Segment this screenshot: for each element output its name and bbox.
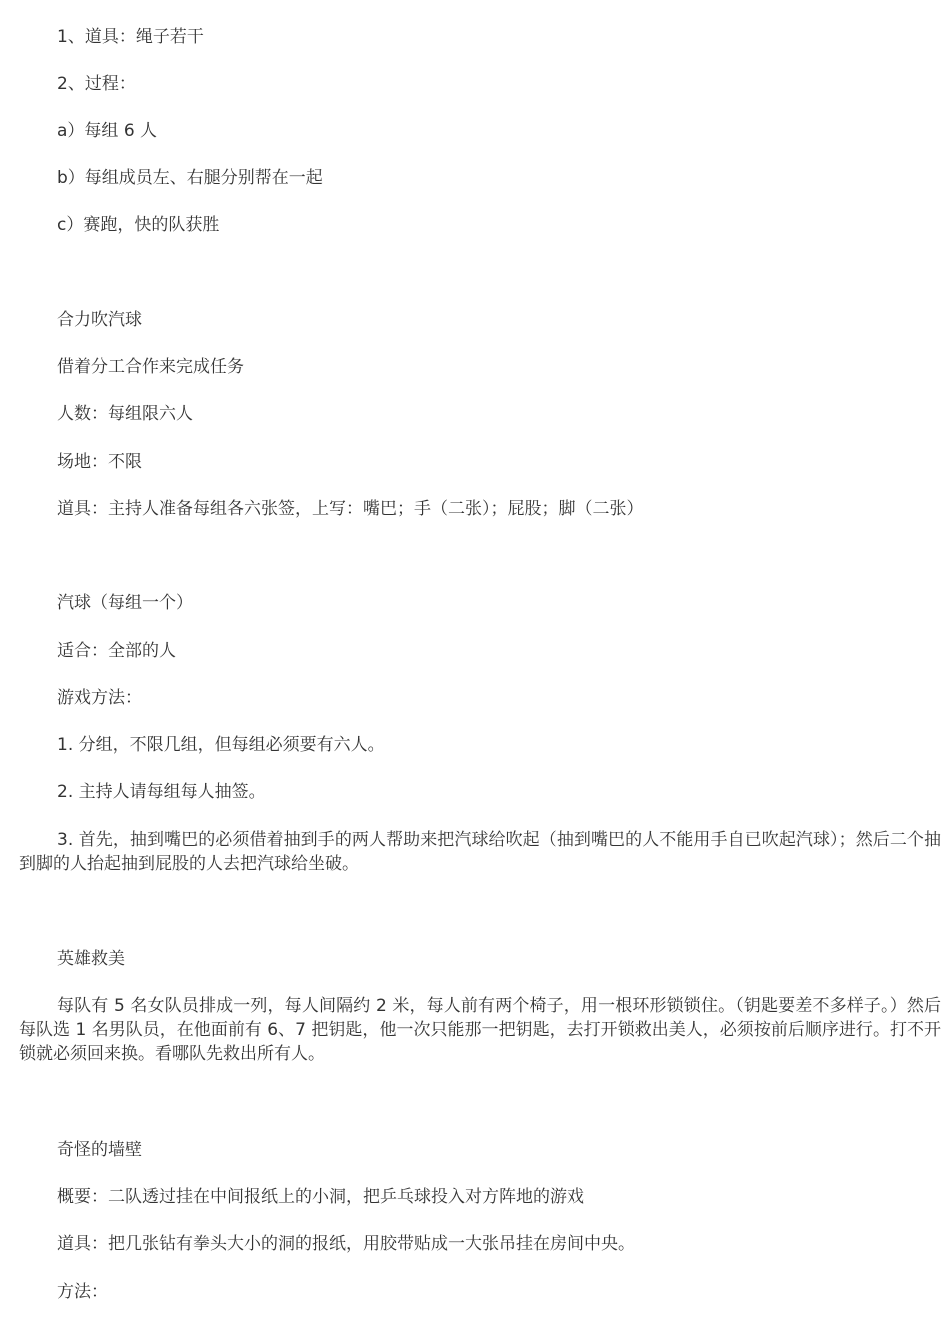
balloon-game-title: 合力吹汽球 — [57, 310, 142, 330]
balloon-game-balloons: 汽球（每组一个） — [57, 593, 193, 613]
hero-rescue-title: 英雄救美 — [57, 949, 125, 969]
balloon-game-step-1: 1. 分组，不限几组，但每组必须要有六人。 — [57, 735, 385, 755]
process-step-a: a）每组 6 人 — [57, 121, 158, 141]
balloon-game-props: 道具：主持人准备每组各六张签，上写：嘴巴；手（二张）；屁股；脚（二张） — [57, 499, 644, 519]
balloon-game-purpose: 借着分工合作来完成任务 — [57, 357, 244, 377]
balloon-game-players: 人数：每组限六人 — [57, 404, 193, 424]
three-legged-race-process-heading: 2、过程： — [57, 74, 136, 94]
strange-wall-overview: 概要：二队透过挂在中间报纸上的小洞，把乒乓球投入对方阵地的游戏 — [57, 1187, 584, 1207]
three-legged-race-props: 1、道具：绳子若干 — [57, 27, 204, 47]
process-step-c: c）赛跑，快的队获胜 — [57, 215, 220, 235]
balloon-game-method-heading: 游戏方法： — [57, 688, 142, 708]
strange-wall-title: 奇怪的墙壁 — [57, 1140, 142, 1160]
hero-rescue-description: 每队有 5 名女队员排成一列，每人间隔约 2 米，每人前有两个椅子，用一根环形锁锁住。（钥匙要差不多样子。）然后每队选 1 名男队员，在他面前有 6、7 把钥匙，他一次只能那一把钥匙，去打开锁救出美人，必须按前后顺序进行。打不开锁就必须回来换。看哪队先救出所有人。 — [19, 996, 941, 1064]
strange-wall-method-heading: 方法： — [57, 1282, 108, 1302]
balloon-game-step-2: 2. 主持人请每组每人抽签。 — [57, 782, 266, 802]
process-step-b: b）每组成员左、右腿分别帮在一起 — [57, 168, 323, 188]
balloon-game-venue: 场地：不限 — [57, 452, 142, 472]
balloon-game-suitable: 适合：全部的人 — [57, 641, 176, 661]
balloon-game-step-3: 3. 首先，抽到嘴巴的必须借着抽到手的两人帮助来把汽球给吹起（抽到嘴巴的人不能用手自已吹起汽球）；然后二个抽到脚的人抬起抽到屁股的人去把汽球给坐破。 — [19, 830, 941, 874]
strange-wall-props: 道具：把几张钻有拳头大小的洞的报纸，用胶带贴成一大张吊挂在房间中央。 — [57, 1234, 635, 1254]
